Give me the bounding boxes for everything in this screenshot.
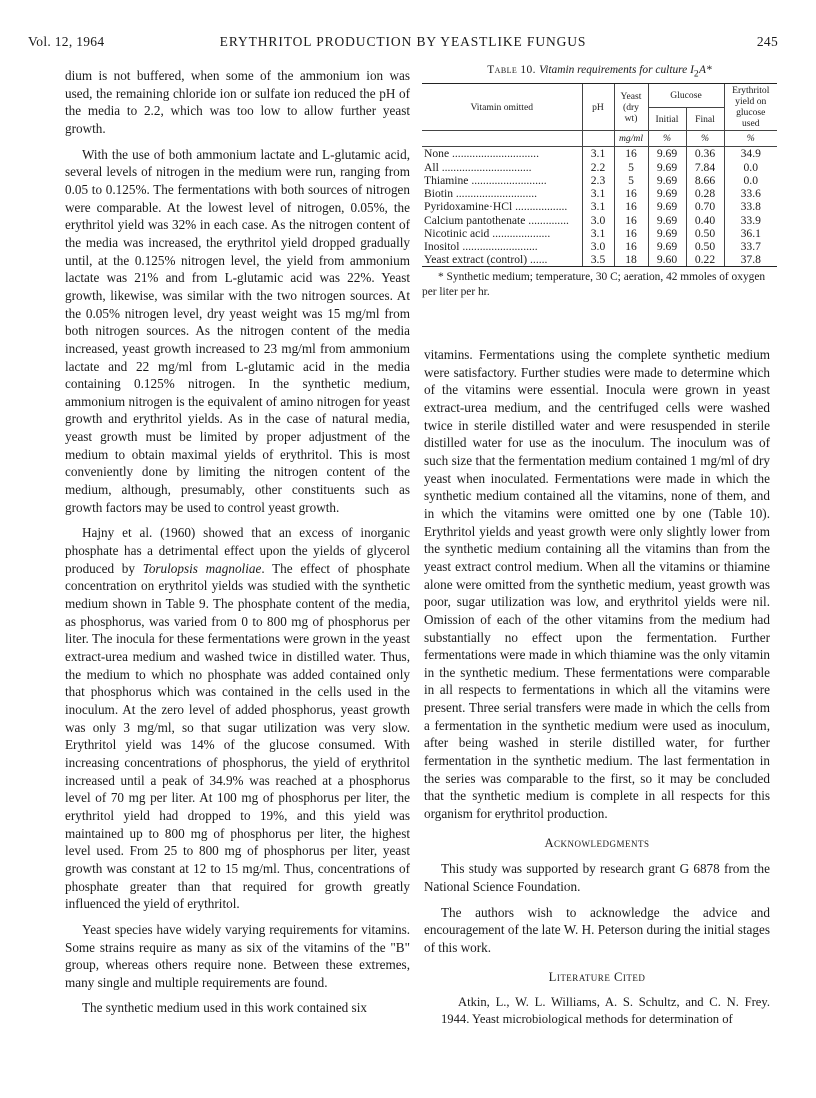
header-yeast: Yeast (dry wt) [614,84,648,131]
header-yield: Erythritol yield on glucose used [724,84,777,131]
paragraph-text: . The effect of phosphate concentration on erythritol yields was studied with the synthetic medium shown in Table 9. The phosphate content of the media, as phosphorus, was varied from 0 to 800 mg of phosphorus per liter. The inocula for these fermentations were grown in the yeast extract-urea medium and washed twice in distilled water. Thus, the medium to which no phosphate was added contained only that phosphorus which was contained in the cells used in the inoculum. At the zero level of added phosphorus, yeast growth was only 3 mg/ml, so that sugar utilization was very slow. Erythritol yield was 14% of the glucose consumed. With increasing concentrations of phosphorus, the yield of erythritol increased until a peak of 34.9% was reached at a phosphorus level of 70 mg per liter. At 100 mg of phosphorus per liter, the erythritol yield had dropped to 19%, and this yield was maintained up to 800 mg of phosphorus per liter, the highest level used. From 25 to 800 mg of phosphorus per liter, yeast growth was constant at 12 to 15 mg/ml. Thus, concentrations of phosphate greater than that required for growth greatly influenced the yield of erythritol. [65,560,410,912]
volume-label: Vol. 12, 1964 [28,34,105,49]
literature-heading: Literature Cited [548,969,646,984]
species-name: Torulopsis magnoliae [142,560,262,576]
table-row: Inositol .......................... 3.0 16 9.69 0.50 33.7 [422,240,777,253]
header-glucose: Glucose [648,84,724,108]
running-header [28,34,778,54]
unit-initial: % [648,131,686,147]
paragraph: This study was supported by research grant G 6878 from the National Science Foundation. [424,861,770,895]
vitamin-table [422,83,777,267]
table-row: None .............................. 3.1 16 9.69 0.36 34.9 [422,147,777,161]
paragraph [65,524,410,912]
table-row: Calcium pantothenate .............. 3.0 16 9.69 0.40 33.9 [422,214,777,227]
page-number: 245 [756,34,778,49]
paragraph: dium is not buffered, when some of the ammonium ion was used, the remaining chloride ion or sulfate ion reduced the pH of the media to 2.2, which was too low to allow further yeast growth. [65,68,410,136]
reference-entry: Atkin, L., W. L. Williams, A. S. Schultz, and C. N. Frey. 1944. Yeast microbiological methods for determination of [441,995,770,1027]
acknowledgments-heading: Acknowledgments [544,835,650,850]
left-column [65,67,410,1017]
paragraph: The synthetic medium used in this work contained six [82,1000,367,1016]
unit-yeast: mg/ml [614,131,648,147]
header-final: Final [686,107,724,131]
table-row: All ............................... 2.2 5 9.69 7.84 0.0 [422,161,777,174]
right-column [424,346,770,1028]
paragraph-text: Hajny et al. (1960) showed that an excess of inorganic phosphate has a detrimental effect upon the yields of glycerol produced by [65,525,410,576]
header-ph: pH [582,84,614,131]
table-row: Nicotinic acid .................... 3.1 16 9.69 0.50 36.1 [422,227,777,240]
table-caption: Table 10. Vitamin requirements for culture $I_2A*$ [487,64,712,80]
table-row: Thiamine .......................... 2.3 5 9.69 8.66 0.0 [422,174,777,187]
table-footnote: * Synthetic medium; temperature, 30 C; aeration, 42 mmoles of oxygen per liter per hr. [422,271,766,299]
running-title: ERYTHRITOL PRODUCTION BY YEASTLIKE FUNGUS [219,34,587,49]
table-10 [422,64,777,300]
paragraph: vitamins. Fermentations using the complete synthetic medium were satisfactory. Further studies were made to determine which of the vitamins were essential. Inocula were grown in yeast extract-urea medium, and the centrifuged cells were washed twice in sterile distilled water and were resuspended in sterile distilled water for use as the inoculum. The inoculum was of such size that the fermentation medium contained 1 mg/ml of dry yeast when inoculated. Fermentations were made in which the synthetic medium contained all the vitamins, none of them, and in which the vitamins were omitted one by one (Table 10). Erythritol yields and yeast growth were only slightly lower from the synthetic medium containing all the vitamins than from the yeast extract control medium. When all the vitamins or thiamine alone were omitted from the synthetic medium, yeast growth was poor, sugar utilization was low, and erythritol yields were nil. Omission of each of the other vitamins from the medium had substantially no effect upon the fermentation. Further fermentations were made in which thiamine was the only vitamin in the synthetic medium. These fermentations were comparable in all respects to fermentations in which all the vitamins were present. Three serial transfers were made in which the cells from a fermentation in the synthetic medium were used as inoculum, after being washed in sterile distilled water, for further fermentation in the synthetic medium. The last fermentation in the series was comparable to the first, so it may be concluded that the synthetic medium is complete in all respects for this organism for erythritol production. [424,347,770,822]
header-initial: Initial [648,107,686,131]
paragraph: With the use of both ammonium lactate and L-glutamic acid, several levels of nitrogen in the medium were run, ranging from 0.05 to 0.125%. The fermentations with both sources of nitrogen were comparable. At the lowest level of nitrogen, 0.05%, the erythritol yield was 32% in each case. As the nitrogen content of the media was increased, the erythritol yield dropped gradually until, at the 0.125% nitrogen level, the yield from ammonium lactate was 21% and from L-glutamic acid was 22%. Yeast growth, likewise, was similar with the two nitrogen sources. At the 0.05% nitrogen level, dry yeast weight was 15 mg/ml from both nitrogen sources. As the nitrogen content of the media increased, yeast growth increased to 23 mg/ml from ammonium lactate and 22 mg/ml from L-glutamic acid in the media containing 0.125% nitrogen. In the synthetic medium, ammonium nitrogen is the equivalent of amino nitrogen for yeast growth and erythritol yields. As in the case of natural media, yeast growth must be limited by proper adjustment of the medium to obtain maximal yields of erythritol. This is most conveniently done by limiting the nitrogen content of the medium, although, presumably, other constituents such as growth factors may be used to control yeast growth. [65,146,410,515]
table-row: Yeast extract (control) ...... 3.5 18 9.60 0.22 37.8 [422,253,777,267]
table-row: Biotin ............................ 3.1 16 9.69 0.28 33.6 [422,187,777,200]
unit-yield: % [724,131,777,147]
header-vitamin: Vitamin omitted [422,84,582,131]
paragraph: Yeast species have widely varying requirements for vitamins. Some strains require as many as six of the vitamins of the "B" group, whereas others require none. Between these extremes, many single and multiple requirements are found. [65,921,410,990]
table-row: Pyridoxamine·HCl .................. 3.1 16 9.69 0.70 33.8 [422,200,777,213]
paragraph: The authors wish to acknowledge the advice and encouragement of the late W. H. Peterson during the initial stages of this work. [424,904,770,955]
unit-final: % [686,131,724,147]
